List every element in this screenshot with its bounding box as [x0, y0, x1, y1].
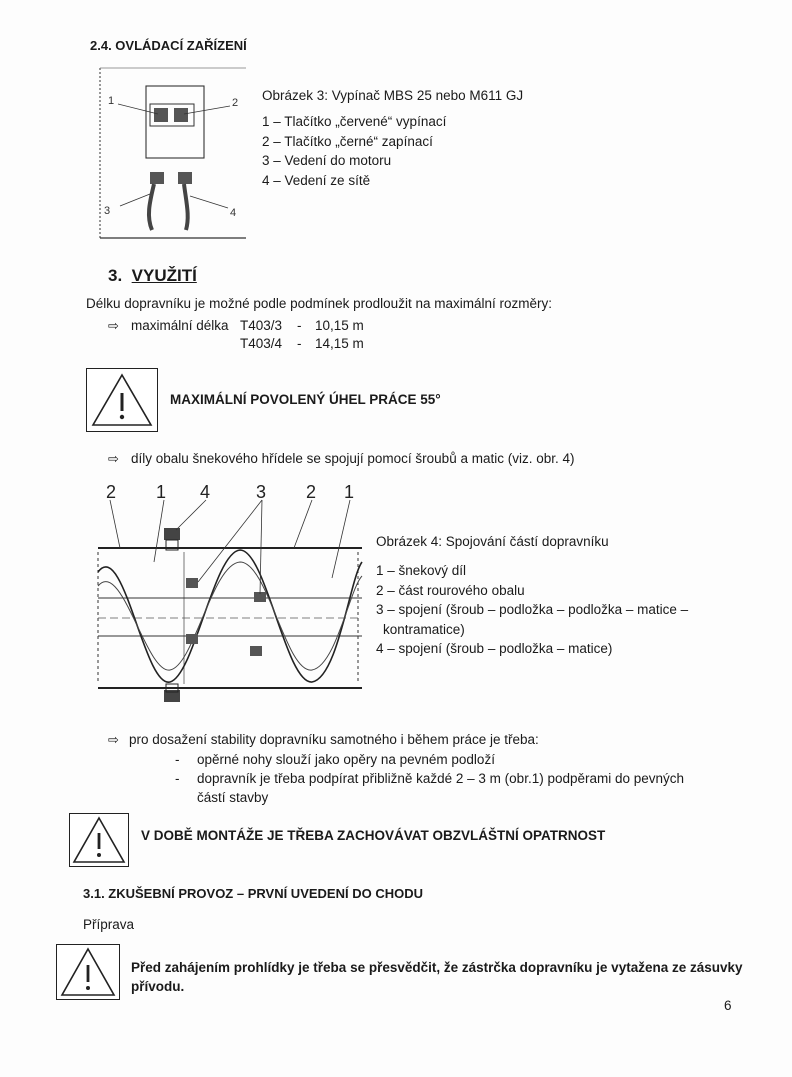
figure-4-caption: Obrázek 4: Spojování částí dopravníku — [376, 534, 609, 549]
section-heading-3 — [108, 266, 197, 286]
section-heading-2-4: 2.4. OVLÁDACÍ ZAŘÍZENÍ — [90, 38, 247, 53]
section-3-number: 3. — [108, 266, 123, 285]
bullet-dash: - — [175, 771, 180, 786]
warning-text-angle: MAXIMÁLNÍ POVOLENÝ ÚHEL PRÁCE 55° — [170, 392, 441, 407]
fig4-callout-1: 1 — [156, 482, 167, 502]
fig3-callout-1: 1 — [108, 95, 115, 107]
fig4-legend-item: kontramatice) — [383, 621, 465, 637]
arrow-icon: ⇨ — [108, 732, 119, 747]
section-heading-3-1: 3.1. ZKUŠEBNÍ PROVOZ – PRVNÍ UVEDENÍ DO CHODU — [83, 886, 423, 901]
fig4-callout-2: 2 — [306, 482, 317, 502]
warning-triangle-icon — [87, 369, 157, 431]
arrow-icon: ⇨ — [108, 318, 119, 333]
figure-4-legend — [376, 561, 688, 659]
fig3-callout-2: 2 — [232, 97, 239, 109]
stability-intro: pro dosažení stability dopravníku samotného i během práce je třeba: — [129, 732, 539, 747]
fig4-callout-4: 4 — [200, 482, 211, 502]
figure-3-caption: Obrázek 3: Vypínač MBS 25 nebo M611 GJ — [262, 88, 524, 103]
bullet-dash: - — [175, 752, 180, 767]
fig3-callout-4: 4 — [230, 207, 237, 219]
fig3-callout-3: 3 — [104, 205, 111, 217]
fig4-legend-item: 3 – spojení (šroub – podložka – podložka – matice – — [376, 602, 689, 617]
fig4-callout-3: 3 — [256, 482, 267, 502]
stability-bullet: dopravník je třeba podpírat přibližně každé 2 – 3 m (obr.1) podpěrami do pevných — [197, 771, 685, 786]
length-label: maximální délka — [131, 318, 229, 333]
length-model: T403/3 — [240, 318, 283, 333]
stability-bullet: opěrné nohy slouží jako opěry na pevném podloží — [197, 752, 495, 767]
fig4-callout-2: 2 — [106, 482, 117, 502]
warning-box-assembly — [69, 813, 129, 867]
length-value: 10,15 m — [315, 318, 364, 333]
warning-box-plug — [56, 944, 120, 1000]
subheading-preparation: Příprava — [83, 917, 135, 932]
fig3-legend-item: 3 – Vedení do motoru — [262, 153, 392, 168]
fig4-callout-1: 1 — [344, 482, 355, 502]
figure-3-legend — [262, 112, 446, 190]
fig3-legend-item: 2 – Tlačítko „černé“ zapínací — [262, 133, 433, 149]
fig3-legend-item: 4 – Vedení ze sítě — [262, 172, 371, 188]
figure-3-switch-drawing — [96, 66, 248, 242]
section-3-title: VYUŽITÍ — [131, 266, 197, 285]
length-dash: - — [297, 336, 302, 351]
length-model: T403/4 — [240, 336, 283, 351]
length-value: 14,15 m — [315, 336, 364, 351]
warning-box-angle — [86, 368, 158, 432]
warning-text-plug: Před zahájením prohlídky je třeba se přesvědčit, že zástrčka dopravníku je vytažena ze zásuvky přívodu. — [131, 960, 743, 994]
fig4-legend-item: 1 – šnekový díl — [376, 563, 467, 578]
fig3-legend-item: 1 – Tlačítko „červené“ vypínací — [262, 114, 447, 129]
length-intro: Délku dopravníku je možné podle podmínek prodloužit na maximální rozměry: — [86, 296, 552, 311]
figure-4-conveyor-drawing — [94, 478, 366, 710]
warning-triangle-icon — [57, 945, 119, 999]
page-number: 6 — [724, 998, 732, 1013]
stability-bullet-cont: částí stavby — [197, 790, 269, 805]
parts-note: díly obalu šnekového hřídele se spojují pomocí šroubů a matic (viz. obr. 4) — [131, 451, 575, 466]
fig4-legend-item: 2 – část rourového obalu — [376, 582, 525, 598]
length-dash: - — [297, 318, 302, 333]
arrow-icon: ⇨ — [108, 451, 119, 466]
warning-triangle-icon — [70, 814, 128, 866]
fig4-legend-item: 4 – spojení (šroub – podložka – matice) — [376, 641, 613, 656]
warning-text-assembly: V DOBĚ MONTÁŽE JE TŘEBA ZACHOVÁVAT OBZVLÁŠTNÍ OPATRNOST — [141, 828, 606, 843]
